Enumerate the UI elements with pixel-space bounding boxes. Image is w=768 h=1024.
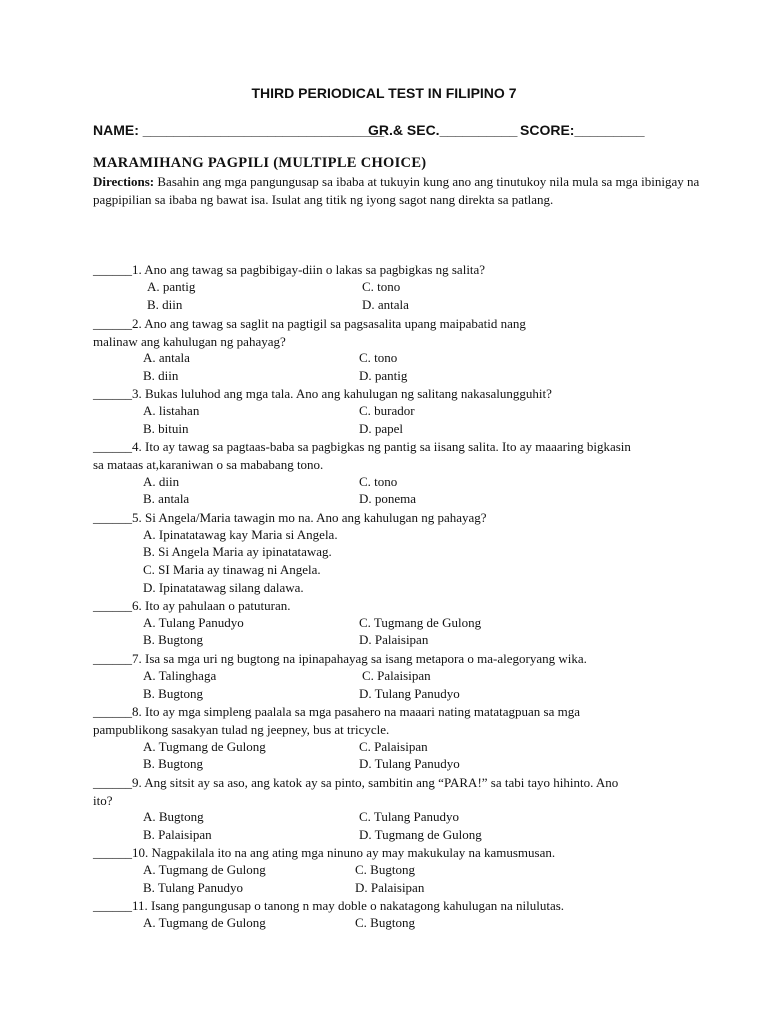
test-title: THIRD PERIODICAL TEST IN FILIPINO 7 — [251, 85, 517, 101]
question-7: ______7. Isa sa mga uri ng bugtong na ipinapahayag sa isang metapora o ma-alegoryang wika. — [93, 651, 587, 666]
q1-option-c: C. tono — [362, 279, 401, 294]
question-1: ______1. Ano ang tawag sa pagbibigay-diin o lakas sa pagbigkas ng salita? — [93, 262, 486, 277]
q7-option-a: A. Talinghaga — [143, 668, 217, 683]
question-3: ______3. Bukas luluhod ang mga tala. Ano ang kahulugan ng salitang nakasalungguhit? — [93, 386, 552, 401]
question-9 — [93, 774, 618, 809]
question-4-line-2: sa mataas at,karaniwan o sa mababang tono. — [93, 456, 324, 472]
question-9-line-1: ______9. Ang sitsit ay sa aso, ang katok ay sa pinto, sambitin ang “PARA!” sa tabi tayo hihinto. Ano — [93, 775, 619, 790]
directions-label: Directions: — [93, 174, 155, 189]
q8-option-d: D. Tulang Panudyo — [359, 756, 460, 771]
q7-option-d: D. Tulang Panudyo — [359, 686, 460, 701]
q4-option-a: A. diin — [143, 474, 180, 489]
q1-option-a: A. pantig — [147, 279, 196, 294]
q4-option-c: C. tono — [359, 474, 398, 489]
q3-option-c: C. burador — [359, 403, 415, 418]
q2-option-c: C. tono — [359, 350, 398, 365]
section-title: MARAMIHANG PAGPILI (MULTIPLE CHOICE) — [93, 155, 427, 171]
q8-option-c: C. Palaisipan — [359, 739, 428, 754]
q4-option-d: D. ponema — [359, 491, 417, 506]
directions-paragraph — [93, 173, 703, 209]
q5-option-a: A. Ipinatatawag kay Maria si Angela. — [143, 527, 338, 542]
question-10: ______10. Nagpakilala ito na ang ating mga ninuno ay may makukulay na kamusmusan. — [93, 845, 556, 860]
q5-option-d: D. Ipinatatawag silang dalawa. — [143, 580, 304, 595]
question-11: ______11. Isang pangungusap o tanong n may doble o nakatagong kahulugan na nilulutas. — [93, 898, 565, 913]
q3-option-a: A. listahan — [143, 403, 200, 418]
question-4-line-1: ______4. Ito ay tawag sa pagtaas-baba sa pagbigkas ng pantig sa iisang salita. Ito ay maaaring bigkasin — [93, 439, 631, 454]
q5-option-c: C. SI Maria ay tinawag ni Angela. — [143, 562, 321, 577]
q2-option-a: A. antala — [143, 350, 190, 365]
q6-option-a: A. Tulang Panudyo — [143, 615, 244, 630]
q1-option-b: B. diin — [147, 297, 183, 312]
q3-option-b: B. bituin — [143, 421, 189, 436]
question-2-line-1: ______2. Ano ang tawag sa saglit na pagtigil sa pagsasalita upang maipabatid nang — [93, 316, 526, 331]
question-5: ______5. Si Angela/Maria tawagin mo na. Ano ang kahulugan ng pahayag? — [93, 510, 487, 525]
question-8-line-2: pampublikong sasakyan tulad ng jeepney, bus at tricycle. — [93, 721, 390, 737]
question-4 — [93, 438, 631, 473]
q2-option-d: D. pantig — [359, 368, 408, 383]
q1-option-d: D. antala — [362, 297, 409, 312]
q8-option-a: A. Tugmang de Gulong — [143, 739, 266, 754]
q6-option-c: C. Tugmang de Gulong — [359, 615, 482, 630]
q10-option-a: A. Tugmang de Gulong — [143, 862, 266, 877]
q9-option-c: C. Tulang Panudyo — [359, 809, 460, 824]
q5-option-b: B. Si Angela Maria ay ipinatatawag. — [143, 544, 332, 559]
question-2 — [93, 315, 526, 350]
question-9-line-2: ito? — [93, 792, 113, 808]
grade-section-field-label: GR.& SEC.__________ — [368, 122, 518, 138]
q4-option-b: B. antala — [143, 491, 190, 506]
q3-option-d: D. papel — [359, 421, 404, 436]
q7-option-b: B. Bugtong — [143, 686, 203, 701]
q10-option-b: B. Tulang Panudyo — [143, 880, 244, 895]
q10-option-c: C. Bugtong — [355, 862, 415, 877]
question-8-line-1: ______8. Ito ay mga simpleng paalala sa mga pasahero na maaari nating matatagpuan sa mga — [93, 704, 580, 719]
question-2-line-2: malinaw ang kahulugan ng pahayag? — [93, 333, 286, 349]
q7-option-c: C. Palaisipan — [362, 668, 431, 683]
directions-text: Basahin ang mga pangungusap sa ibaba at tukuyin kung ano ang tinutukoy nila mula sa mga ibinigay na pagpipilian sa ibaba ng bawat isa. Isulat ang titik ng iyong sagot nang direkta sa patlang. — [93, 174, 700, 207]
q9-option-b: B. Palaisipan — [143, 827, 212, 842]
question-8 — [93, 703, 580, 738]
q11-option-c: C. Bugtong — [355, 915, 415, 930]
q8-option-b: B. Bugtong — [143, 756, 203, 771]
q9-option-d: D. Tugmang de Gulong — [359, 827, 482, 842]
score-field-label: SCORE:_________ — [520, 122, 645, 138]
q10-option-d: D. Palaisipan — [355, 880, 425, 895]
question-6: ______6. Ito ay pahulaan o patuturan. — [93, 598, 291, 613]
q6-option-b: B. Bugtong — [143, 632, 203, 647]
q11-option-a: A. Tugmang de Gulong — [143, 915, 266, 930]
name-field-label: NAME: _______________________________ — [93, 122, 385, 138]
q2-option-b: B. diin — [143, 368, 179, 383]
q6-option-d: D. Palaisipan — [359, 632, 429, 647]
q9-option-a: A. Bugtong — [143, 809, 204, 824]
